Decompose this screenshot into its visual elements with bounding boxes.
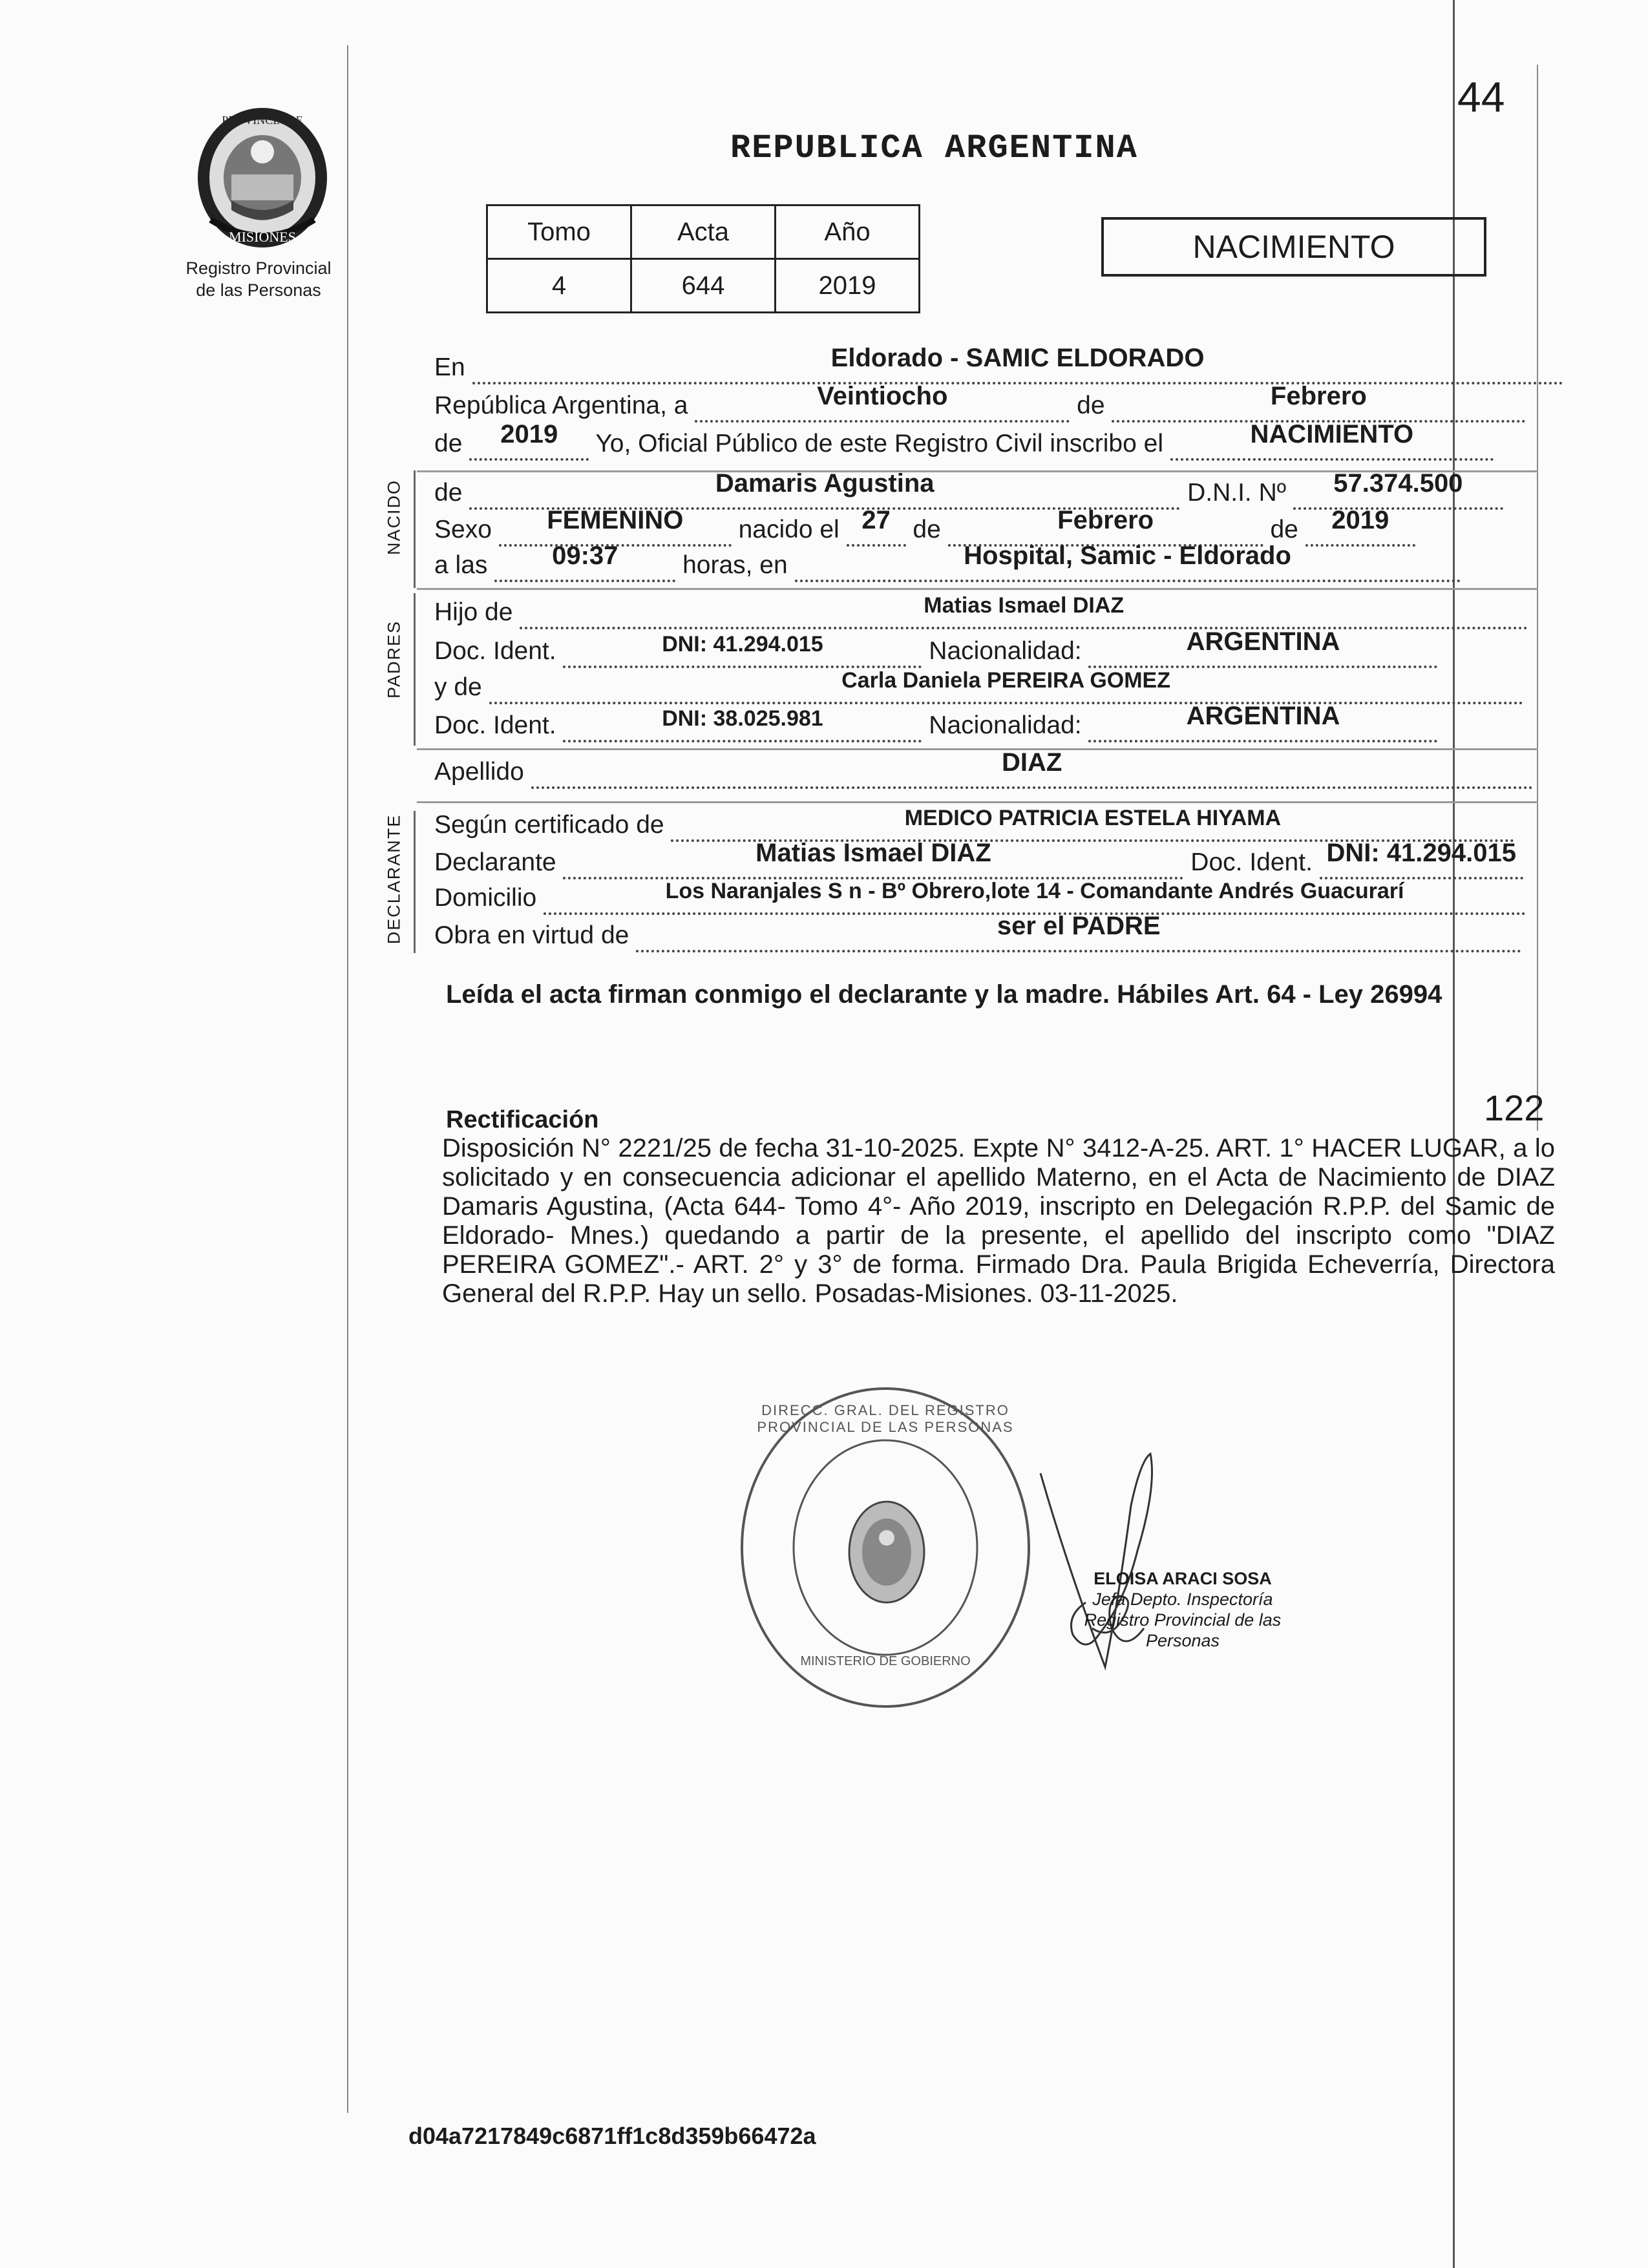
- madre-nac-label: Nacionalidad:: [929, 711, 1082, 739]
- nombre-field: [469, 469, 1180, 510]
- nacido-mes-value: Febrero: [1057, 506, 1154, 534]
- en-field: [472, 344, 1563, 384]
- anio-value: 2019: [500, 420, 558, 448]
- separator-padres: [417, 748, 1538, 750]
- hijo-de-row: [434, 593, 1528, 629]
- madre-doc-row: [434, 702, 1437, 742]
- declarante-row: [434, 839, 1523, 879]
- document-type-box: NACIMIENTO: [1101, 217, 1486, 277]
- mes-field: [1112, 382, 1525, 423]
- acta-header-tomo: Tomo: [487, 205, 631, 259]
- lugar-value: Eldorado - SAMIC ELDORADO: [830, 344, 1205, 372]
- mes-value: Febrero: [1270, 382, 1367, 410]
- declarante-value: Matias Ismael DIAZ: [755, 839, 991, 867]
- acta-value-anio: 2019: [776, 259, 920, 313]
- dni-value: 57.374.500: [1333, 469, 1463, 498]
- nacido-name-row: [434, 469, 1503, 510]
- official-stamp: [737, 1383, 1034, 1712]
- dni-label: D.N.I. Nº: [1187, 479, 1286, 507]
- acta-header-anio: Año: [776, 205, 920, 259]
- padre-nac-label: Nacionalidad:: [929, 637, 1082, 665]
- yo-label: Yo, Oficial Público de este Registro Civil inscribo el: [595, 430, 1163, 457]
- misiones-seal-icon: [191, 103, 333, 252]
- domicilio-value: Los Naranjales S n - Bº Obrero,lote 14 - Comandante Andrés Guacurarí: [665, 879, 1404, 903]
- document-hash: d04a7217849c6871ff1c8d359b66472a: [408, 2123, 816, 2149]
- sexo-value: FEMENINO: [547, 506, 684, 534]
- anio-field: [469, 420, 589, 461]
- apellido-field: [531, 748, 1533, 789]
- logo-seal-bottom-text: MISIONES: [229, 229, 296, 245]
- intro-republica-row: [434, 382, 1525, 423]
- republica-label: República Argentina, a: [434, 392, 688, 419]
- madre-nac-field: [1088, 702, 1437, 742]
- padre-nac-field: [1088, 627, 1437, 668]
- declarante-label: Declarante: [434, 848, 556, 876]
- acta-table-header-row: [487, 205, 920, 259]
- stamp-inner-text: MINISTERIO DE GOBIERNO: [800, 1654, 971, 1668]
- hijo-de-label: Hijo de: [434, 598, 513, 626]
- declarante-bracket: [414, 811, 416, 953]
- nacido-de-label-3: de: [1270, 516, 1298, 543]
- acta-value-acta: 644: [631, 259, 776, 313]
- padre-doc-row: [434, 627, 1437, 668]
- signatory-name: ELOISA ARACI SOSA: [1093, 1569, 1272, 1588]
- obra-row: [434, 912, 1521, 952]
- acta-table: [486, 204, 920, 313]
- stamp-ring-text: DIRECC. GRAL. DEL REGISTRO PROVINCIAL DE LAS PERSONAS: [757, 1402, 1014, 1435]
- separator-nacido: [417, 588, 1538, 590]
- de-label: de: [1077, 392, 1105, 419]
- horas-en-label: horas, en: [682, 551, 788, 579]
- signature-block: [1047, 1568, 1318, 1651]
- hora-value: 09:37: [552, 541, 618, 570]
- nacido-el-label: nacido el: [738, 516, 840, 543]
- certificado-field: [671, 806, 1514, 842]
- declarante-field: [563, 839, 1183, 879]
- madre-field: [489, 668, 1523, 704]
- signatory-office: Registro Provincial de las Personas: [1084, 1610, 1282, 1650]
- en-label: En: [434, 353, 465, 381]
- declarante-doc-field: [1320, 839, 1523, 879]
- right-edge-line: [1537, 65, 1538, 1131]
- left-margin-line: [347, 45, 348, 2113]
- domicilio-field: [544, 879, 1526, 915]
- madre-doc-field: [563, 706, 922, 742]
- nacido-dia-value: 27: [861, 506, 891, 534]
- leida-text: Leída el acta firman conmigo el declarante y la madre. Hábiles Art. 64 - Ley 26994: [446, 980, 1442, 1009]
- logo-seal-top-text: PROVINCIA DE: [222, 114, 303, 127]
- nacido-dia-field: [847, 506, 906, 547]
- nacido-anio-value: 2019: [1331, 506, 1389, 534]
- dni-field: [1293, 469, 1503, 510]
- obra-value: ser el PADRE: [997, 912, 1161, 940]
- nacido-de-label-2: de: [913, 516, 941, 543]
- padres-bracket: [414, 593, 416, 746]
- obra-label: Obra en virtud de: [434, 921, 629, 949]
- nacido-hora-row: [434, 541, 1461, 582]
- padres-side-label: PADRES: [384, 620, 404, 699]
- rectificacion-body: Disposición N° 2221/25 de fecha 31-10-2025. Expte N° 3412-A-25. ART. 1° HACER LUGAR, a lo solicitado y en consecuencia adicionar el apellido Materno, en el Acta de Nacimiento de DIAZ Damaris Agustina, (Acta 644- Tomo 4°- Año 2019, inscripto en Delegación R.P.P. del Samic de Eldorado- Mnes.) quedando a partir de la presente, el apellido del inscripto como "DIAZ PEREIRA GOMEZ".- ART. 2° y 3° de forma. Firmado Dra. Paula Brigida Echeverría, Directora General del R.P.P. Hay un sello. Posadas-Misiones. 03-11-2025.: [442, 1134, 1555, 1308]
- nacido-de-label: de: [434, 479, 463, 507]
- declarante-doc-label: Doc. Ident.: [1190, 848, 1313, 876]
- nacido-lugar-value: Hospital, Samic - Eldorado: [964, 541, 1291, 570]
- obra-field: [636, 912, 1521, 952]
- apellido-value: DIAZ: [1001, 748, 1062, 777]
- hora-field: [494, 541, 675, 582]
- padre-doc-field: [563, 632, 922, 668]
- nacido-lugar-field: [795, 541, 1461, 582]
- logo-caption-line1: Registro Provincial: [185, 258, 332, 278]
- padre-doc-label: Doc. Ident.: [434, 637, 556, 665]
- y-de-label: y de: [434, 673, 482, 701]
- logo-caption-line2: de las Personas: [196, 280, 321, 300]
- rectificacion-title: Rectificación: [446, 1106, 599, 1133]
- sexo-label: Sexo: [434, 516, 492, 543]
- logo-caption: [162, 257, 355, 301]
- padre-doc-value: DNI: 41.294.015: [662, 632, 823, 656]
- document-title: REPUBLICA ARGENTINA: [730, 129, 1138, 167]
- certificado-row: [434, 806, 1514, 842]
- nombre-value: Damaris Agustina: [715, 469, 935, 498]
- registry-stamp-icon: [737, 1383, 1034, 1712]
- a-las-label: a las: [434, 551, 488, 579]
- domicilio-label: Domicilio: [434, 884, 537, 912]
- declarante-doc-value: DNI: 41.294.015: [1326, 839, 1516, 867]
- madre-doc-label: Doc. Ident.: [434, 711, 556, 739]
- certificado-value: MEDICO PATRICIA ESTELA HIYAMA: [904, 806, 1282, 830]
- province-logo: [191, 103, 333, 252]
- page-number: 44: [1457, 73, 1505, 121]
- dia-field: [695, 382, 1070, 423]
- padre-value: Matias Ismael DIAZ: [924, 593, 1125, 618]
- nacido-side-label: NACIDO: [384, 479, 404, 556]
- declarante-side-label: DECLARANTE: [384, 814, 404, 945]
- certificado-label: Según certificado de: [434, 811, 664, 839]
- padre-nac-value: ARGENTINA: [1186, 627, 1340, 656]
- acta-header-acta: Acta: [631, 205, 776, 259]
- apellido-row: [434, 748, 1533, 789]
- signatory-position: Jefa Depto. Inspectoría: [1092, 1590, 1273, 1609]
- nacido-bracket: [414, 470, 416, 588]
- madre-nac-value: ARGENTINA: [1186, 702, 1340, 730]
- padre-field: [520, 593, 1528, 629]
- madre-doc-value: DNI: 38.025.981: [662, 706, 823, 731]
- madre-value: Carla Daniela PEREIRA GOMEZ: [841, 668, 1170, 693]
- acta-table-value-row: [487, 259, 920, 313]
- acta-value-tomo: 4: [487, 259, 631, 313]
- domicilio-row: [434, 879, 1526, 915]
- dia-value: Veintiocho: [817, 382, 948, 410]
- intro-yo-row: [434, 420, 1494, 461]
- intro-en-row: [434, 344, 1563, 384]
- y-de-row: [434, 668, 1523, 704]
- separator-apellido: [417, 801, 1538, 803]
- nacido-anio-field: [1305, 506, 1415, 547]
- tipo-value: NACIMIENTO: [1250, 420, 1414, 448]
- apellido-label: Apellido: [434, 758, 524, 786]
- tipo-field: [1170, 420, 1494, 461]
- de-label-2: de: [434, 430, 463, 457]
- rectificacion-number: 122: [1484, 1087, 1545, 1128]
